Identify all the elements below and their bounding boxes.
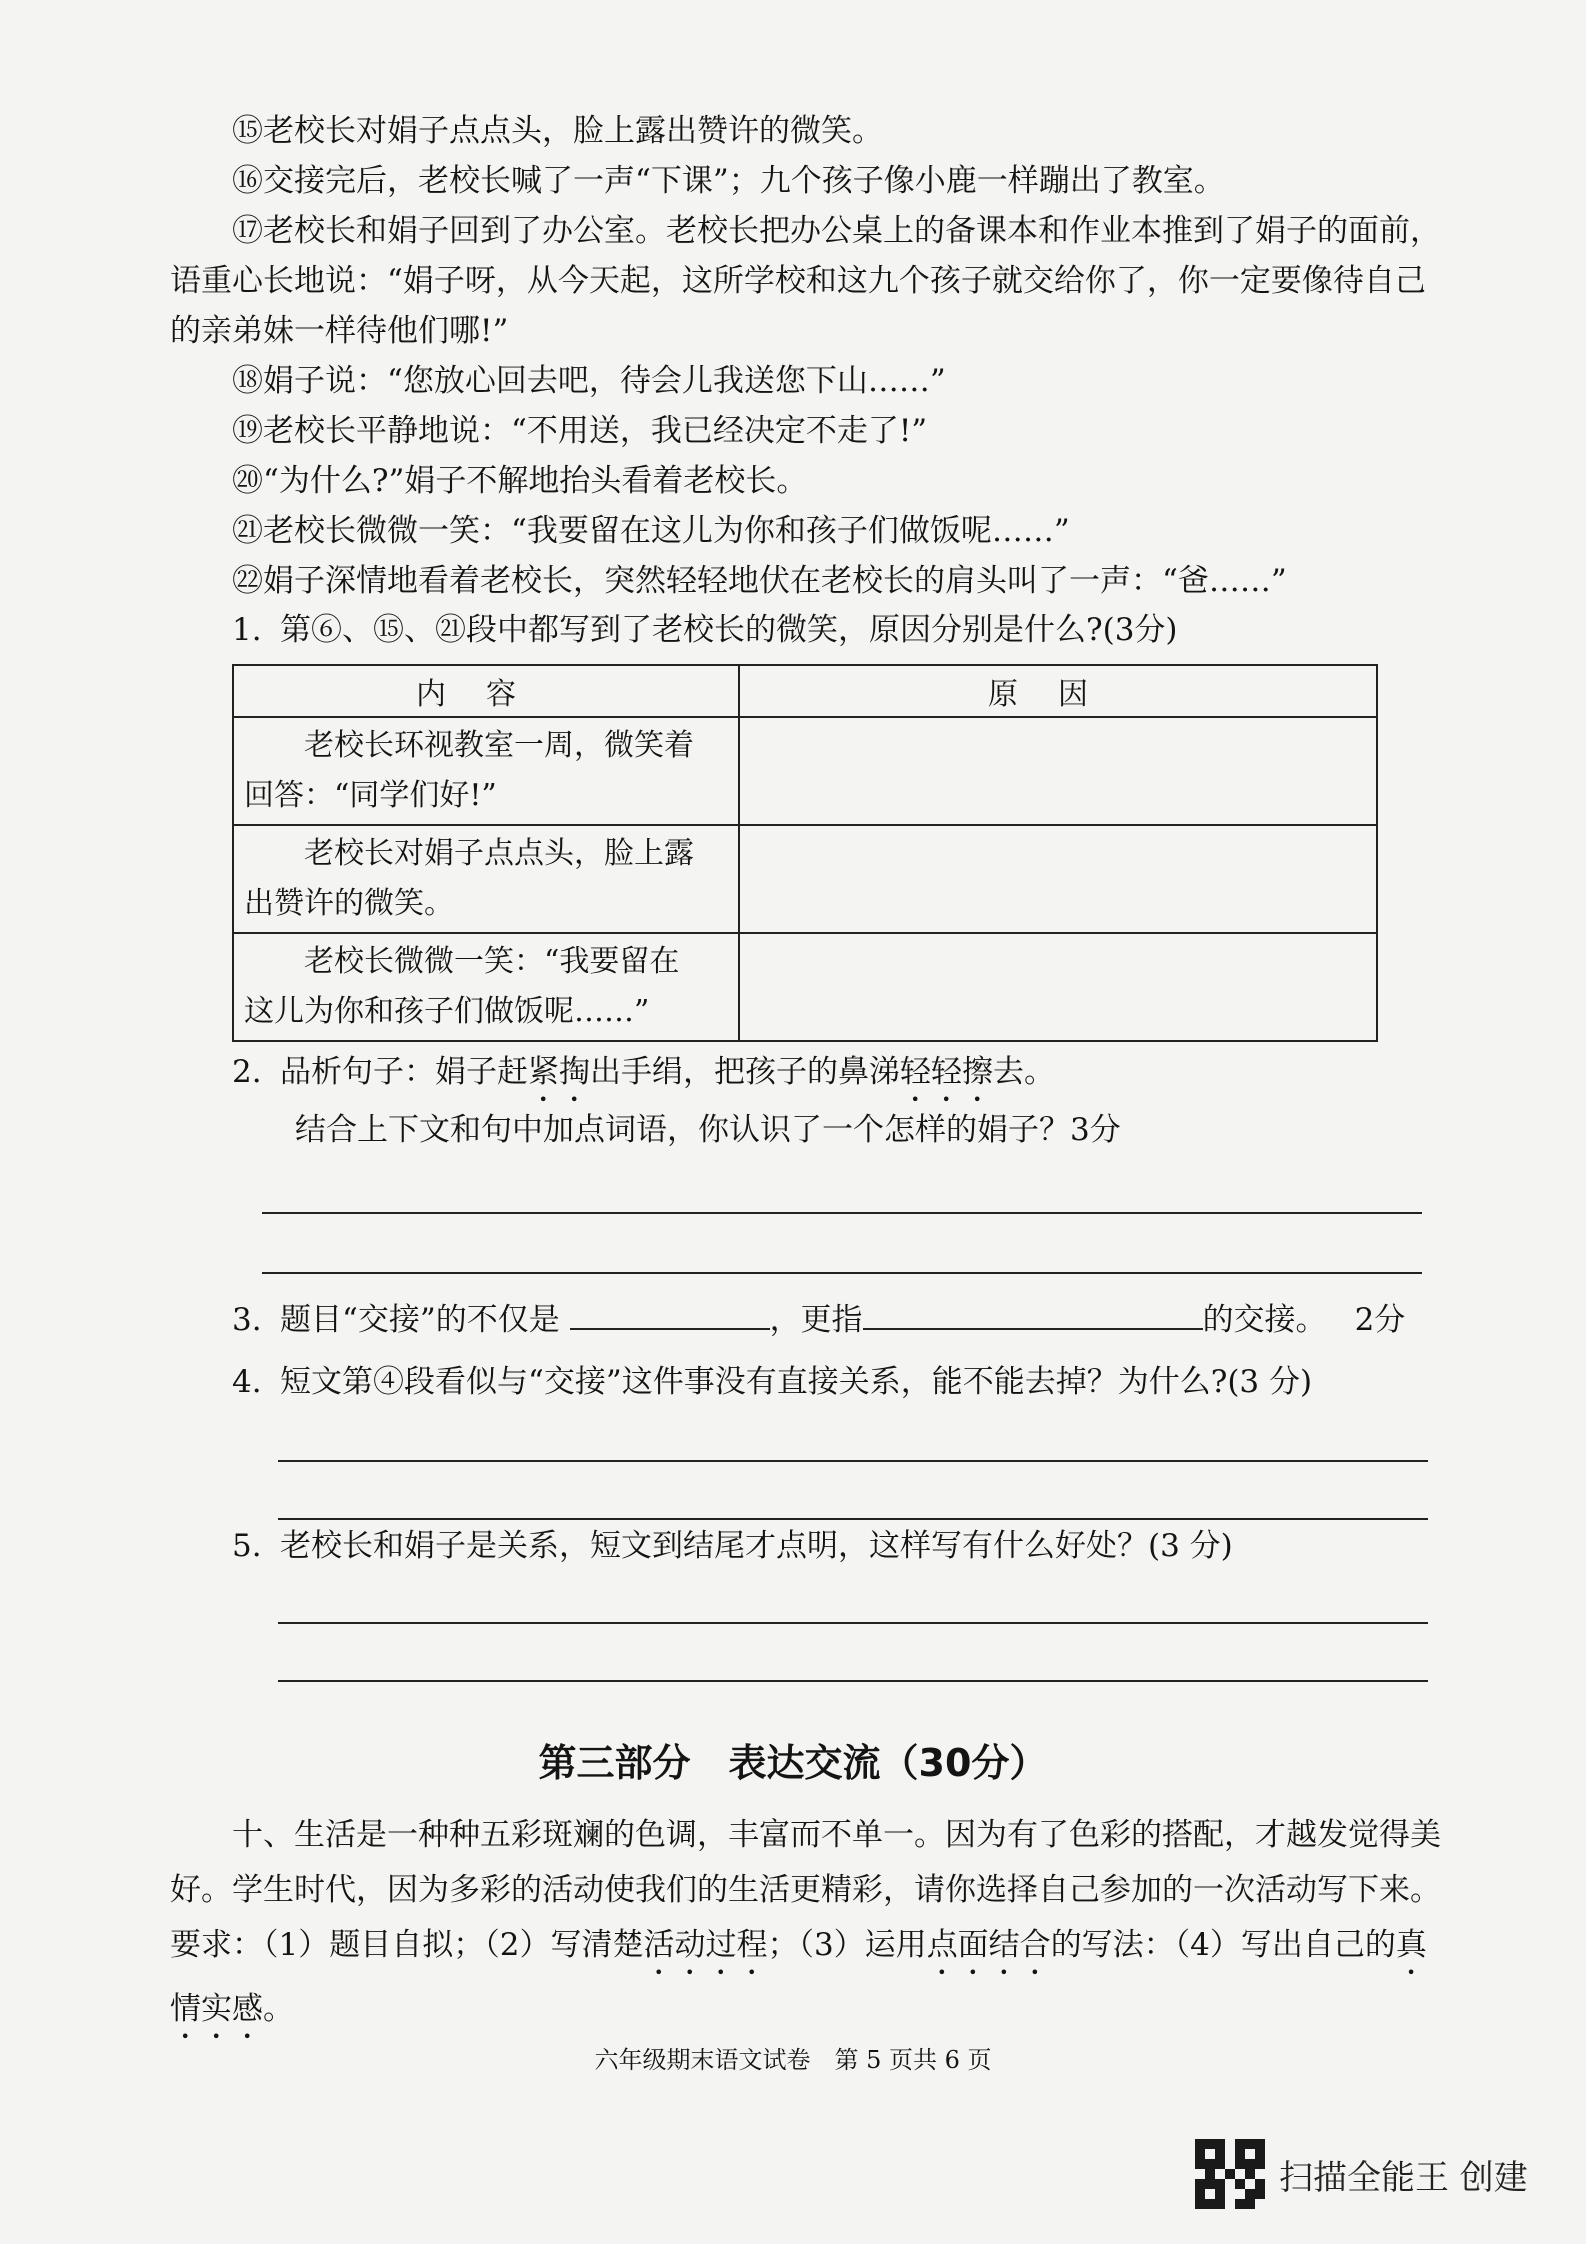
answer-line[interactable] — [278, 1518, 1428, 1520]
paragraph-20: ⑳“为什么?”娟子不解地抬头看着老校长。 — [232, 463, 808, 499]
question-1 — [232, 608, 1178, 652]
cell-line: 老校长环视教室一周，微笑着 — [304, 728, 694, 763]
question-4 — [232, 1360, 1312, 1404]
paragraph-15: ⑮老校长对娟子点点头，脸上露出赞许的微笑。 — [232, 113, 883, 149]
cell-line: 回答：“同学们好!” — [244, 778, 497, 813]
answer-table — [232, 664, 1378, 1042]
table-row — [233, 825, 1377, 933]
table-header-reason: 原因 — [739, 665, 1377, 717]
question-number: 4. — [232, 1364, 262, 1400]
qr-code-icon — [1195, 2139, 1265, 2209]
cell-line: 出赞许的微笑。 — [244, 886, 454, 921]
question-number: 5. — [232, 1528, 262, 1564]
cell-line: 老校长微微一笑：“我要留在 — [304, 944, 680, 979]
emphasized-words: 轻轻擦 — [900, 1054, 993, 1090]
table-row — [233, 933, 1377, 1041]
sentence-part: 娟子赶 — [435, 1054, 528, 1090]
fill-blank-2[interactable] — [863, 1298, 1203, 1330]
question-text: 第⑥、⑮、㉑段中都写到了老校长的微笑，原因分别是什么?(3分) — [280, 612, 1178, 648]
paragraph-21: ㉑老校长微微一笑：“我要留在这儿为你和孩子们做饭呢……” — [232, 513, 1070, 549]
score-label: 2分 — [1354, 1302, 1406, 1338]
question-number: 2. — [232, 1054, 262, 1090]
question-number: 3. — [232, 1302, 262, 1338]
table-cell-reason-answer[interactable] — [739, 933, 1377, 1041]
question-5 — [232, 1524, 1233, 1568]
essay-text: 。 — [263, 1991, 294, 2027]
essay-text: 的写法：（4）写出自己的 — [1050, 1927, 1396, 1963]
answer-line[interactable] — [278, 1680, 1428, 1682]
sentence-part: 出手绢，把孩子的鼻涕 — [590, 1054, 900, 1090]
question-prefix: 品析句子： — [280, 1054, 435, 1090]
cell-line: 这儿为你和孩子们做饭呢……” — [244, 994, 650, 1029]
paragraph-16: ⑯交接完后，老校长喊了一声“下课”；九个孩子像小鹿一样蹦出了教室。 — [232, 163, 1225, 199]
table-cell-content — [233, 717, 739, 825]
answer-line[interactable] — [262, 1272, 1422, 1274]
emphasized-words: 紧掏 — [528, 1054, 590, 1090]
table-row — [233, 717, 1377, 825]
cell-line: 老校长对娟子点点头，脸上露 — [304, 836, 694, 871]
fill-blank-1[interactable] — [570, 1298, 770, 1330]
table-cell-reason-answer[interactable] — [739, 825, 1377, 933]
essay-text: ；（3）运用 — [767, 1927, 927, 1963]
essay-prompt — [170, 1808, 1450, 2046]
watermark-text: 扫描全能王 创建 — [1279, 2157, 1528, 2198]
page-footer: 六年级期末语文试卷 第 5 页共 6 页 — [594, 2046, 992, 2074]
paragraph-18: ⑱娟子说：“您放心回去吧，待会儿我送您下山……” — [232, 363, 946, 399]
table-header-content: 内容 — [233, 665, 739, 717]
question-number: 1. — [232, 612, 262, 648]
paragraph-17: ⑰老校长和娟子回到了办公室。老校长把办公桌上的备课本和作业本推到了娟子的面前，语重心长地说：“娟子呀，从今天起，这所学校和这九个孩子就交给你了，你一定要像待自己的亲弟妹一样待他们哪!” — [170, 213, 1441, 349]
sentence-part: 去。 — [993, 1054, 1055, 1090]
question-text: 的交接。 — [1202, 1302, 1327, 1338]
essay-text: 十、生活是一种种五彩斑斓的色调，丰富而不单一。因为有了色彩的搭配，才越发觉得美好。学生时代，因为多彩的活动使我们的生活更精彩，请你选择自己参加的一次活动写下来。要求：（1）题目自拟；（2）写清楚 — [170, 1817, 1441, 1963]
question-2 — [232, 1050, 1055, 1109]
emphasized-words: 活动过程 — [643, 1927, 768, 1963]
emphasized-words: 真情实感 — [170, 1927, 1427, 2027]
answer-line[interactable] — [278, 1460, 1428, 1462]
question-text: 老校长和娟子是关系，短文到结尾才点明，这样写有什么好处？(3 分) — [280, 1528, 1233, 1564]
question-text: 题目“交接”的不仅是 — [280, 1302, 560, 1338]
scanner-watermark — [1195, 2138, 1528, 2210]
question-3 — [232, 1298, 1405, 1342]
question-text: ，更指 — [769, 1302, 863, 1338]
answer-line[interactable] — [262, 1212, 1422, 1214]
table-cell-content — [233, 933, 739, 1041]
answer-line[interactable] — [278, 1622, 1428, 1624]
paragraph-22: ㉒娟子深情地看着老校长，突然轻轻地伏在老校长的肩头叫了一声：“爸……” — [232, 563, 1287, 599]
question-2-followup: 结合上下文和句中加点词语，你认识了一个怎样的娟子？3分 — [295, 1112, 1121, 1148]
question-text: 短文第④段看似与“交接”这件事没有直接关系，能不能去掉？为什么?(3 分) — [280, 1364, 1313, 1400]
section-title: 第三部分 表达交流（30分） — [538, 1741, 1048, 1785]
emphasized-words: 点面结合 — [926, 1927, 1051, 1963]
table-cell-content — [233, 825, 739, 933]
paragraph-19: ⑲老校长平静地说：“不用送，我已经决定不走了!” — [232, 413, 928, 449]
table-cell-reason-answer[interactable] — [739, 717, 1377, 825]
